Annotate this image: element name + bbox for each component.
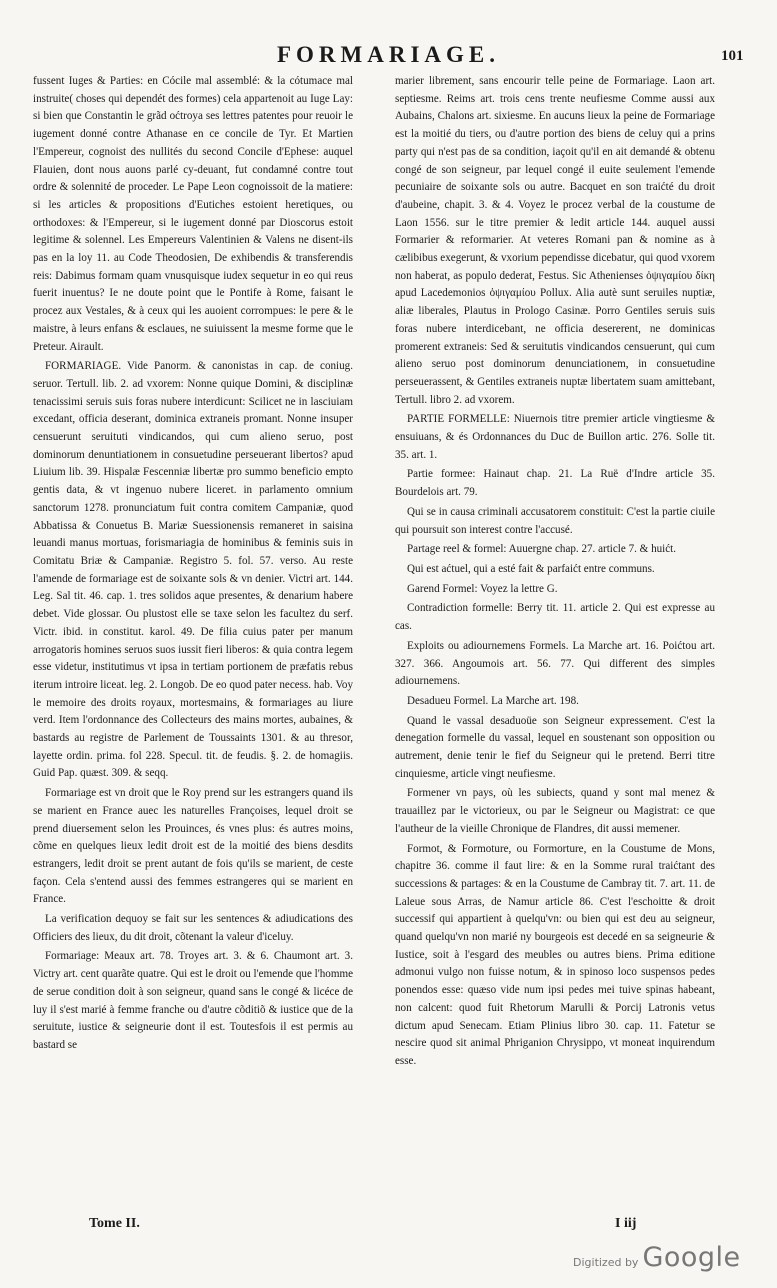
paragraph: Partage reel & formel: Auuergne chap. 27. article 7. & huićt.	[407, 543, 677, 556]
paragraph: Contradiction formelle: Berry tit. 11. article 2. Qui est expresse au cas.	[395, 602, 715, 633]
paragraph: Qui est aćtuel, qui a esté fait & parfaićt entre communs.	[407, 562, 655, 575]
paragraph: fussent Iuges & Parties: en Cócile mal assemblé: & la cótumace mal instruite( choses qui dependét des formes) cela appartenoit au Iuge Lay: si bien que Constantin le grãd oćtroya ses lettres patentes pour reuoir le iugement donné contre Athanase en ce concile de Tyr. Et Martien l'Empereur, cognoist des nullités du second Concile d'Ephese: auquel Flauien, dont nous auons parlé cy-deuant, fut condamné contre tout ordre & solennité de proceder. Le Pape Leon cognoissoit de la matiere: si les articles & propositions d'Eutiches estoient heretiques, ou orthodoxes: & l'Empereur, si le iugement donné par Dioscorus estoit legitime & solennel. Les Empereurs Valentinien & Valens ne disent-ils pas en la loy 11. au Code Theodosien, De exhibendis & transferendis reis: Dabimus formam quam vnusquisque iudex sequetur in eo qui reus fuerit inuentus? Ie ne doute point que le Pontife à Rome, faisant le procez aux Vestales, & à ceux qui les auoient corrompues: le pere & le maistre, à leurs enfans & esclaues, ne suiuissent la mesme forme que le Preteur. Airault.	[33, 75, 353, 353]
volume-label: Tome II.	[89, 1216, 140, 1231]
watermark-prefix: Digitized by	[573, 1256, 639, 1269]
signature-mark: I iij	[615, 1216, 637, 1231]
paragraph: Formener vn pays, où les subiects, quand y sont mal menez & trauaillez par le victorieux, ou par le Seigneur ou Magistrat: ce que l'autheur de la vieille Chronique de Flandres, dit aussi memener.	[395, 787, 715, 835]
paragraph: Desadueu Formel. La Marche art. 198.	[407, 694, 579, 707]
paragraph: La verification dequoy se fait sur les sentences & adiudications des Officiers des lieux, du dit droit, cõtenant la valeur d'iceluy.	[33, 913, 353, 943]
paragraph: marier librement, sans encourir telle peine de Formariage. Laon art. septiesme. Reims art. trois cens trente neufiesme Comme aussi aux Aubains, Chalons art. sixiesme. En aucuns lieux la peine de Formariage est la moitié du tiers, ou d'autre portion des biens de celuy qui a prins party qui n'est pas de sa condition, iaçoit qu'il en ait demandé & obtenu congé de son seigneur, par lequel congé il euite seulement l'emende pecuniaire de soixante sols ou autre. Bacquet en son traićté du droit d'aubeine, chapit. 3. & 4. Voyez le procez verbal de la coustume de Laon 1556. sur le titre premier & ledit article 144. auquel aussi Formarier & reformarier. At veteres Romani pan & nomine as à cælibibus exegerunt, & vxorium pependisse dicebatur, qui quod vxorem non haberat, as populo dederat, Festus. Sic Athenienses ὀψιγαμίου δίκη apud Lacedemonios ὀψιγαμίου Pollux. Alia autè sunt seruiles nuptiæ, aliæ liberales, Plautus in Prologo Casinæ. Porro Gentiles seruis suis foras nubere interdicebant, ne officia desererent, ne dominicas promerent extraneis: Sed & seruitutis vindicandos censuerunt, qui cum alieno seruo post dominorum denunciationem, in consuetudine perseuerassent, & Gentiles extraneis nuptæ libertatem suam amittebant, Tertull. libro 2. ad vxorem.	[395, 75, 715, 406]
running-title: FORMARIAGE.	[276, 42, 501, 67]
paragraph: Formariage est vn droit que le Roy prend sur les estrangers quand ils se marient en France auec les naturelles Françoises, lequel droit se prend diuersement selon les Prouinces, és vnes plus: és autres moins, cõme en quelques lieux ledit droit est de la moitié des biens desdits estrangers, ledit droit se prent autant de fois qu'ils se marient, de ceste façon. Cela s'entend aussi des femmes estrangeres qui se marient en France.	[33, 787, 353, 906]
paragraph: Qui se in causa criminali accusatorem constituit: C'est la partie ciuile qui poursuit son interest contre l'accusé.	[395, 505, 715, 536]
right-column	[395, 73, 715, 1213]
paragraph: Partie formee: Hainaut chap. 21. La Ruë d'Indre article 35. Bourdelois art. 79.	[395, 468, 715, 499]
paragraph: Quand le vassal desaduoüe son Seigneur expressement. C'est la denegation formelle du vassal, lequel en soustenant son opposition ou autrement, denie tenir le fief du Seigneur qui le pretend. Berri titre cinquiesme, article vingt neufiesme.	[395, 714, 715, 780]
left-column	[33, 73, 353, 1213]
google-logo: Google	[642, 1242, 741, 1273]
paragraph: PARTIE FORMELLE: Niuernois titre premier article vingtiesme & ensuiuans, & és Ordonnances du Duc de Buillon artic. 276. Solle tit. 35. art. 1.	[395, 413, 715, 461]
paragraph: FORMARIAGE. Vide Panorm. & canonistas in cap. de coniug. seruor. Tertull. lib. 2. ad vxorem: Nonne quique Domini, & disciplinæ tenacissimi seruis suis foras nubere interdicunt: Scilicet ne in lasciuiam excedant, officia deserant, dominica extraneis promant. Nonne insuper censuerunt seruituti vindicandos, qui cum alieno seruo, post dominorum denuntiationem in consuetudine perseuerant libertos? apud Liuium lib. 39. Hispalæ Fescenniæ libertæ pro summo beneficio empto gentis data, & vt ingenuo nubere liceret. in parlamento omnium sanctorum 1278. pronunciatum fuit contra comitem Campaniæ, quod Abbatissa & Conuetus B. Mariæ Suessionensis remaneret in saisina leuandi manus mortuas, forismariagia de hominibus & feminis suis in Comitatu Briæ & Campaniæ. Registro 5. fol. 57. verso. Au reste l'amende de formariage est de soixante sols & vn denier. Victri art. 144. Leg. Sal tit. 46. cap. 1. tres solidos aque presentes, & denarium habere debet. Vide glossar. Ou plustost elle se taxe selon les facultez du serf. Victr. ibid. in constitut. karol. 49. De filia cuius pater per manum arrogatoris homines seruos suos iussit fieri liberos: & quia contra legem esse videtur, institutimus vt ipsa in tertiam portionem de præfatis rebus iterum introire liceat. leg. 2. Longob. De eo quod pater necess. hab. Voy le memoire des droits royaux, mortesmains, & formariages au liure verd. Item l'ordonnance des Collecteurs des mains mortes, aubaines, & bastards au registre de Parlement de Toussaints 1301. & au thresor, layette ordin. prima. fol 228. Specul. tit. de feudis. §. 2. de homagiis. Guid Pap. quæst. 309. & seqq.	[33, 360, 353, 780]
paragraph: Garend Formel: Voyez la lettre G.	[407, 582, 558, 595]
page-number: 101	[721, 48, 744, 64]
paragraph: Formot, & Formoture, ou Formorture, en la Coustume de Mons, chapitre 36. comme il faut lire: & en la Somme rural traićtant des successions & partages: & en la Coustume de Cambray tit. 7. art. 11. de Laleue sous Arras, de Namur article 86. C'est l'eschoitte & droit successif qui appartient à quelqu'vn: ou bien qui est deu au seigneur, quand quelqu'vn non marié ny bourgeois est decedé en sa seigneurie & Iustice, soit à l'esgard des meubles ou autres biens. Prima editione admonui vulgo non fuisse notum, & in spinoso loco suspensos pedes ponendos esse: quæso vide num ipsi pedes mei tuive spinas habeant, non calcent: quod fuit Rhetorum Marulli & Porcij Latronis vetus dictum apud Senecam. Etiam Plinius libro 30. cap. 11. Fatetur se nescire quod sit animal Phriganion Chrysippo, vt moneat inquirendum esse.	[395, 842, 715, 1067]
google-watermark	[573, 1242, 741, 1273]
paragraph: Formariage: Meaux art. 78. Troyes art. 3. & 6. Chaumont art. 3. Victry art. cent quarãte quatre. Qui est le droit ou l'emende que l'homme de serue condition doit à son seigneur, quand sans le congé & licéce de luy il s'est marié à femme franche ou d'autre cõditiõ & iustice que de la seruitute, iustice & seigneurie dont il est. Toutesfois il est permis au bastard se	[33, 950, 353, 1051]
paragraph: Exploits ou adiournemens Formels. La Marche art. 16. Poićtou art. 327. 366. Angoumois art. 56. 77. Qui different des simples adiournemens.	[395, 639, 715, 688]
